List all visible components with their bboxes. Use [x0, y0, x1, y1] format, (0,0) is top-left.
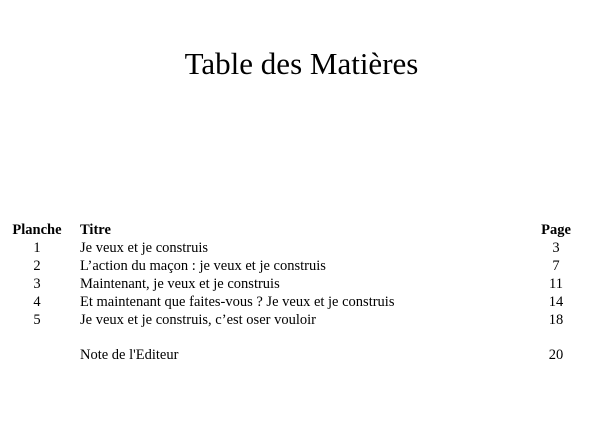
header-page: Page [541, 222, 571, 238]
row-page: 11 [549, 276, 563, 292]
row-planche: 5 [33, 312, 41, 328]
spacer-cell [6, 329, 68, 346]
row-planche: 2 [33, 258, 41, 274]
note-titre: Note de l'Editeur [80, 347, 179, 363]
table-row [6, 293, 586, 311]
table-row [6, 311, 586, 329]
row-titre: Je veux et je construis, c’est oser vouloir [80, 312, 316, 328]
table-row [6, 257, 586, 275]
table-row [6, 239, 586, 257]
row-page: 7 [552, 258, 560, 274]
row-titre: Maintenant, je veux et je construis [80, 276, 280, 292]
note-page: 20 [548, 347, 564, 363]
page-title: Table des Matières [184, 46, 419, 81]
row-page: 18 [548, 312, 564, 328]
row-planche: 3 [33, 276, 41, 292]
header-planche: Planche [12, 222, 62, 238]
table-of-contents [6, 221, 586, 364]
row-page: 3 [552, 240, 560, 256]
row-planche: 1 [33, 240, 41, 256]
row-planche: 4 [33, 294, 41, 310]
note-row [6, 346, 586, 364]
note-planche [6, 346, 68, 364]
table-header-row [6, 221, 586, 239]
row-page: 14 [548, 294, 564, 310]
table-row [6, 275, 586, 293]
spacer-cell [68, 329, 526, 346]
row-titre: Et maintenant que faites-vous ? Je veux et je construis [80, 294, 395, 310]
row-titre: L’action du maçon : je veux et je construis [80, 258, 326, 274]
spacer-row [6, 329, 586, 346]
spacer-cell [526, 329, 586, 346]
header-titre: Titre [80, 222, 111, 238]
row-titre: Je veux et je construis [80, 240, 209, 256]
